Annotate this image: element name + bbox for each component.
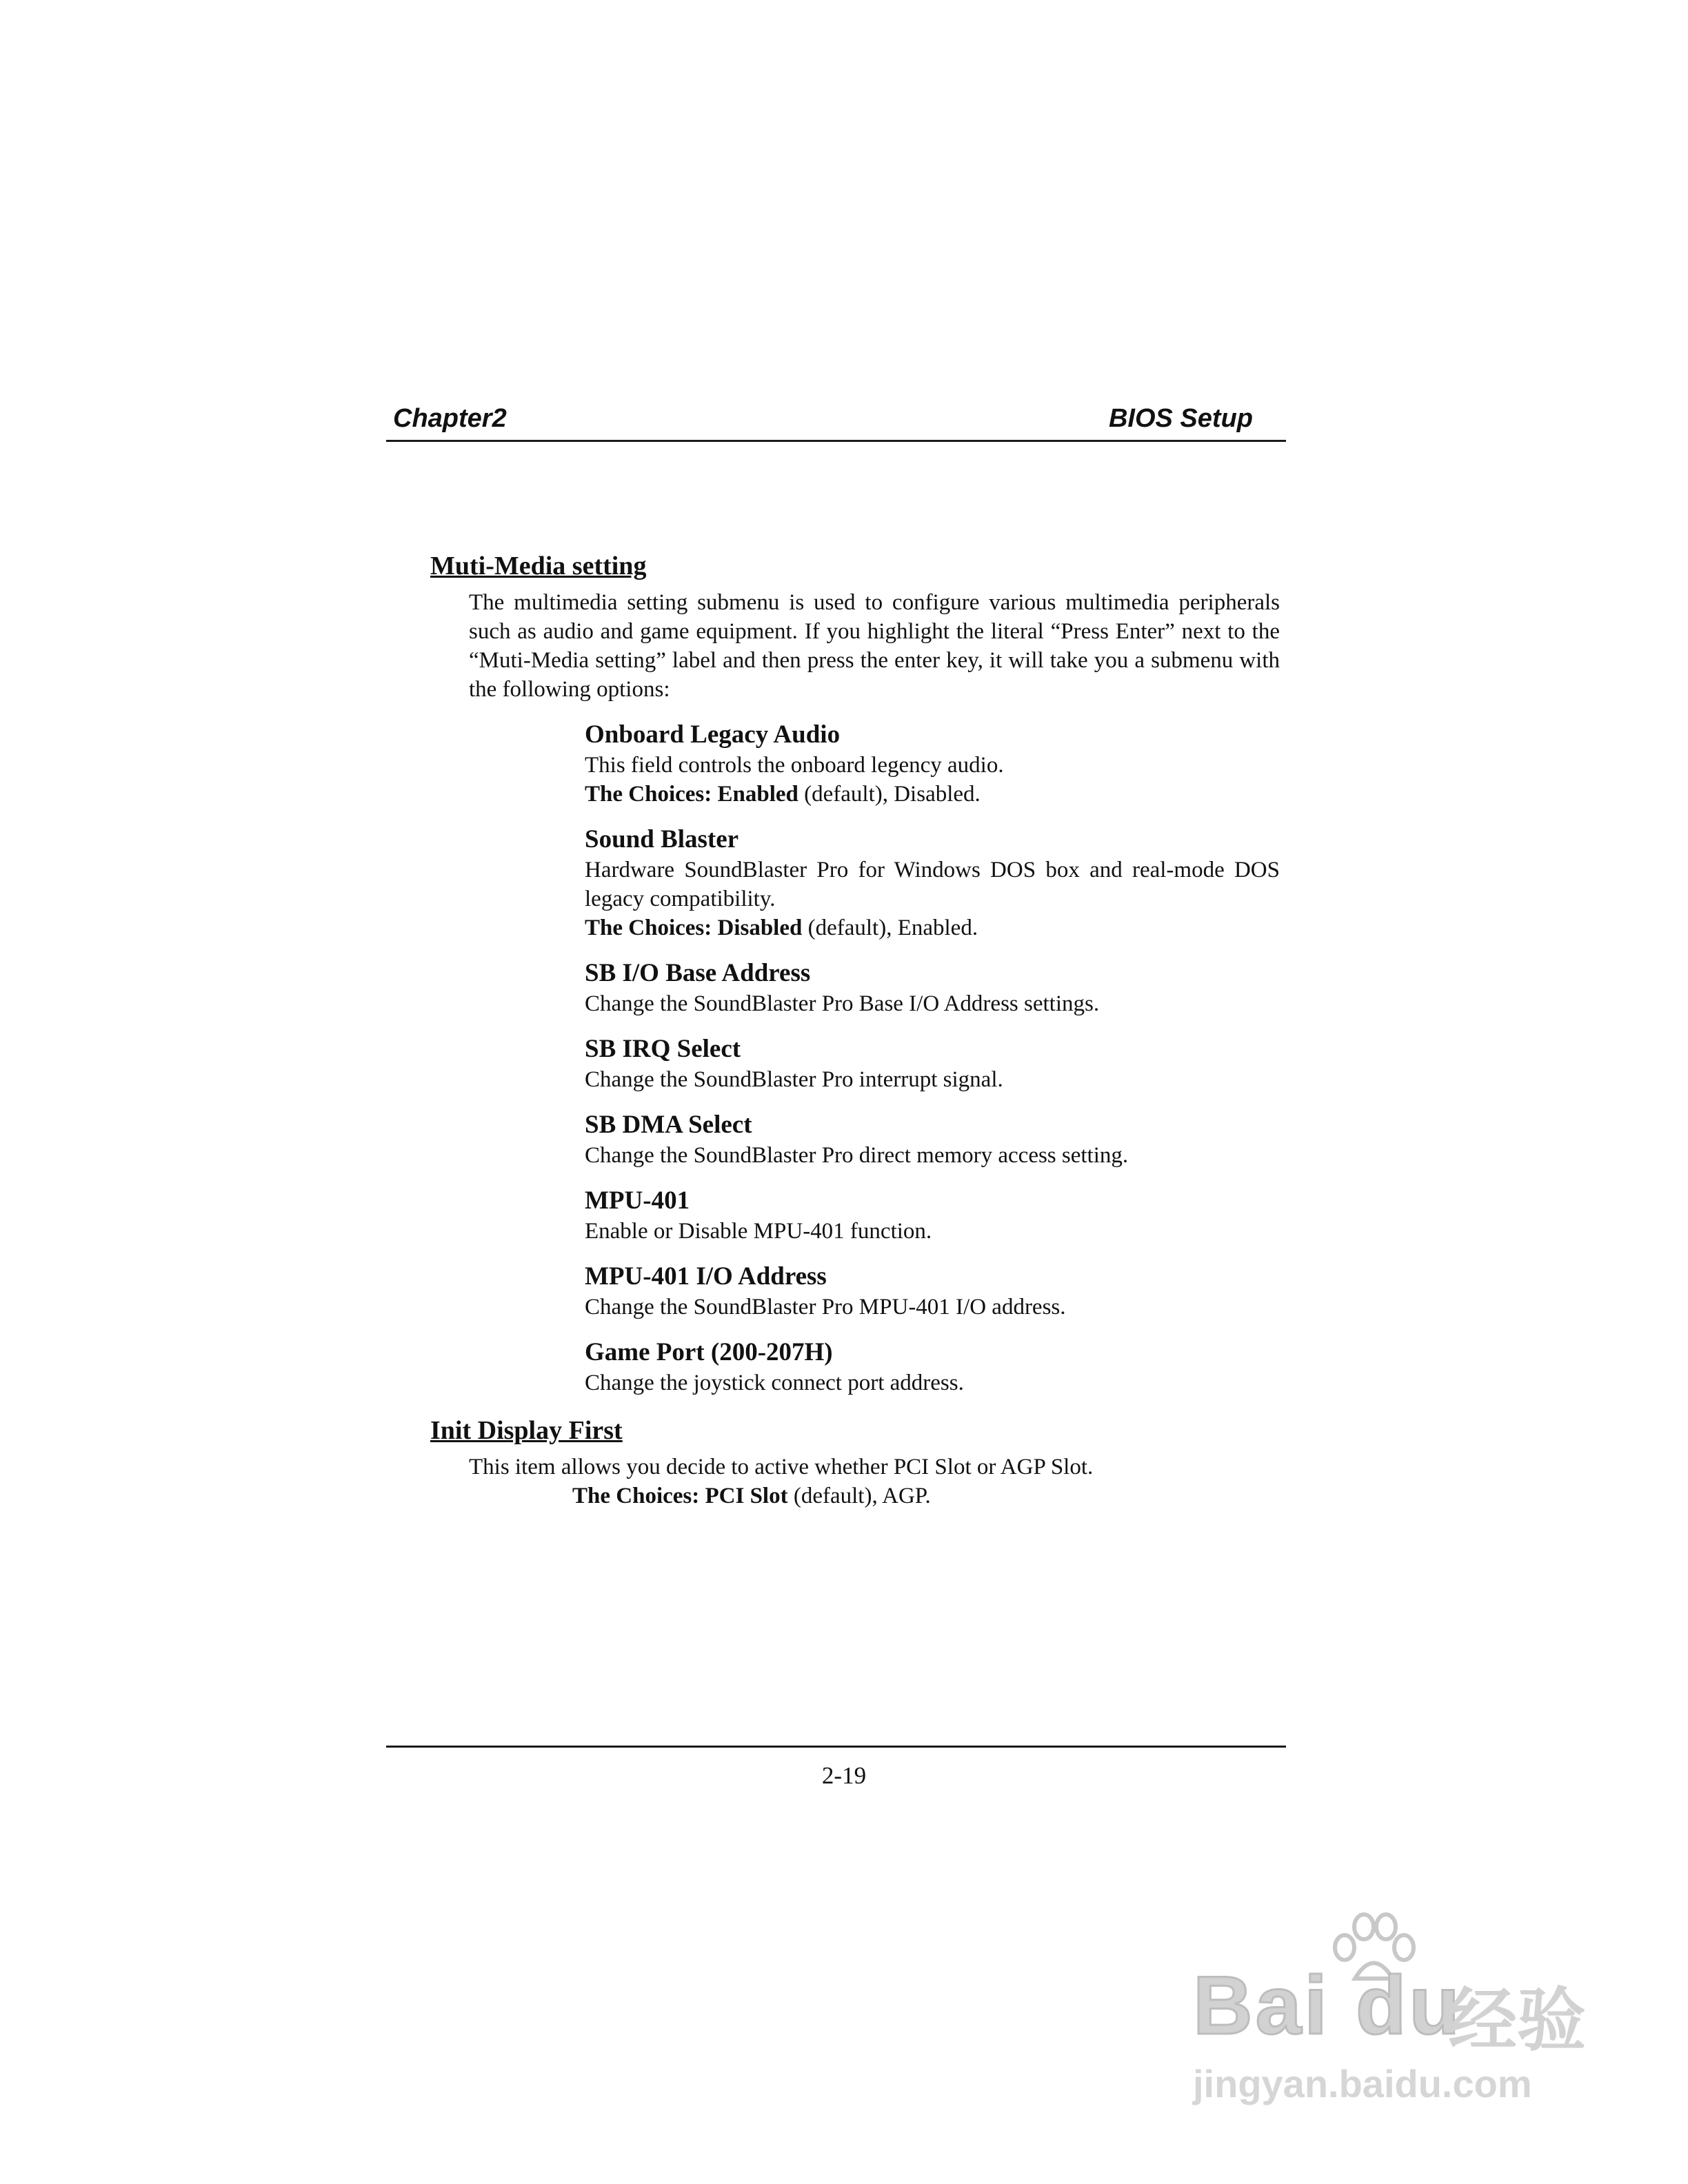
option-item bbox=[585, 1109, 1280, 1170]
option-description: Hardware SoundBlaster Pro for Windows DOS box and real-mode DOS legacy compatibility. bbox=[585, 858, 1280, 911]
option-title: SB I/O Base Address bbox=[585, 959, 811, 987]
choices-values: (default), Disabled. bbox=[798, 782, 981, 807]
option-list bbox=[585, 719, 1280, 1397]
section-title-multimedia: Muti-Media setting bbox=[430, 552, 647, 580]
section-body-multimedia: The multimedia setting submenu is used to configure various multimedia peripherals such as audio and game equipment. If you highlight the literal “Press Enter” next to the “Muti-Media setting” label and then press the enter key, it will take you a submenu with the following options: bbox=[469, 590, 1280, 702]
option-item bbox=[585, 1261, 1280, 1322]
option-title: SB IRQ Select bbox=[585, 1035, 741, 1063]
option-description: Change the SoundBlaster Pro interrupt signal. bbox=[585, 1067, 1003, 1092]
page-number: 2-19 bbox=[821, 1762, 867, 1789]
footer-rule bbox=[386, 1746, 1286, 1748]
option-title: MPU-401 I/O Address bbox=[585, 1262, 827, 1291]
option-title: Sound Blaster bbox=[585, 825, 739, 853]
option-choices bbox=[585, 913, 1280, 942]
option-item bbox=[585, 719, 1280, 809]
option-item bbox=[585, 958, 1280, 1018]
choices-label: The Choices: PCI Slot bbox=[572, 1484, 788, 1508]
option-description: Enable or Disable MPU-401 function. bbox=[585, 1219, 932, 1244]
option-item bbox=[585, 1033, 1280, 1094]
option-item bbox=[585, 824, 1280, 942]
choices-label: The Choices: Enabled bbox=[585, 782, 798, 807]
page-content bbox=[430, 548, 1280, 1510]
watermark-cn-text: 经验 bbox=[1448, 1982, 1586, 2059]
option-title: SB DMA Select bbox=[585, 1111, 752, 1139]
option-description: Change the joystick connect port address. bbox=[585, 1371, 964, 1395]
init-display-choices bbox=[572, 1482, 1280, 1510]
section-label: BIOS Setup bbox=[1108, 404, 1253, 433]
option-description: Change the SoundBlaster Pro direct memory access setting. bbox=[585, 1143, 1129, 1168]
option-description: Change the SoundBlaster Pro MPU-401 I/O address. bbox=[585, 1295, 1066, 1320]
choices-values: (default), Enabled. bbox=[802, 916, 978, 940]
option-item bbox=[585, 1337, 1280, 1397]
option-choices bbox=[585, 780, 1280, 809]
option-title: MPU-401 bbox=[585, 1186, 690, 1215]
watermark-brand: Bai du bbox=[1193, 1959, 1463, 2052]
page-header bbox=[386, 404, 1286, 442]
watermark-url: jingyan.baidu.com bbox=[1193, 2062, 1532, 2105]
option-description: This field controls the onboard legency audio. bbox=[585, 753, 1004, 778]
option-item bbox=[585, 1185, 1280, 1246]
chapter-label: Chapter2 bbox=[393, 404, 507, 433]
baidu-watermark bbox=[1172, 1910, 1614, 2116]
option-title: Onboard Legacy Audio bbox=[585, 720, 841, 749]
choices-label: The Choices: Disabled bbox=[585, 916, 803, 940]
section-body-init-display: This item allows you decide to active whether PCI Slot or AGP Slot. bbox=[469, 1455, 1094, 1479]
section-title-init-display: Init Display First bbox=[430, 1416, 623, 1445]
option-title: Game Port (200-207H) bbox=[585, 1338, 833, 1366]
option-description: Change the SoundBlaster Pro Base I/O Address settings. bbox=[585, 991, 1100, 1016]
choices-values: (default), AGP. bbox=[787, 1484, 931, 1508]
